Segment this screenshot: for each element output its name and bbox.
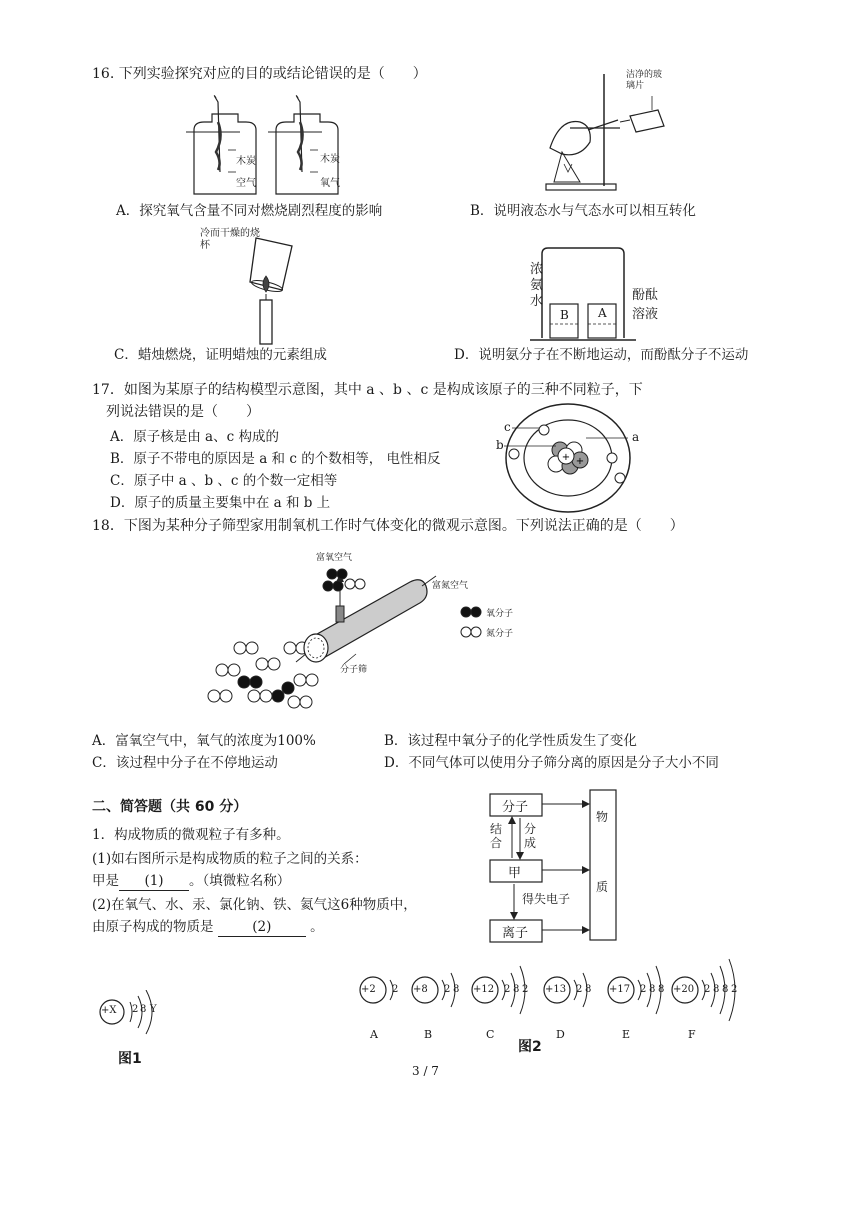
s2-q1-part1: (1)如右图所示是构成物质的粒子之间的关系： — [92, 851, 368, 867]
diagram-ion-box: 离子 — [502, 926, 529, 941]
q17-option-c: C．原子中 a 、b 、c 的个数一定相等 — [110, 473, 338, 489]
s2-q1-part2-prefix: 由原子构成的物质是 — [92, 919, 214, 935]
q16-option-d: D．说明氨分子在不断地运动，而酚酞分子不运动 — [454, 347, 749, 363]
atom-shell-electrons: 8 — [722, 984, 729, 995]
atom-shell-electrons: 2 — [576, 984, 583, 995]
answer-blank-2[interactable]: (2) — [218, 918, 306, 937]
q18-option-c: C．该过程中分子在不停地运动 — [92, 755, 278, 771]
q18-label-rich-oxygen: 富氧空气 — [316, 553, 353, 563]
q16-figure-d — [528, 244, 658, 344]
figure-2-caption: 图2 — [518, 1039, 542, 1055]
diagram-molecule-box: 分子 — [502, 800, 529, 815]
q16-option-c: C．蜡烛燃烧，证明蜡烛的元素组成 — [114, 347, 327, 363]
q16-d-beaker-b: B — [560, 308, 569, 322]
diagram-substance-2: 质 — [596, 880, 609, 894]
q16-figure-b — [540, 68, 680, 198]
s2-q1-part2-suffix: 。 — [310, 919, 324, 935]
atom-diagram-e — [606, 956, 676, 1041]
figure-1-atom — [96, 990, 176, 1046]
q17-option-b: B．原子不带电的原因是 a 和 c 的个数相等， 电性相反 — [110, 451, 441, 467]
svg-text:+: + — [575, 456, 585, 467]
atom-nucleus-a: +2 — [361, 984, 376, 995]
s2-q1-part1-answer-line — [92, 872, 290, 891]
atom-shell-electrons: 8 — [453, 984, 460, 995]
atom-shell-electrons: 2 — [640, 984, 647, 995]
q16-a-label-air: 空气 — [236, 178, 256, 189]
atom-diagram-b — [410, 956, 470, 1041]
diagram-gain-lose-label: 得失电子 — [522, 892, 571, 906]
diagram-combine-label: 结合 — [490, 822, 503, 850]
atom-diagram-d — [542, 956, 602, 1041]
q18-stem: 18．下图为某种分子筛型家用制氧机工作时气体变化的微观示意图。下列说法正确的是（ ） — [92, 518, 684, 534]
s2-q1-part1-suffix: 。（填微粒名称） — [189, 873, 291, 889]
figure-1-caption: 图1 — [118, 1051, 142, 1067]
q18-label-rich-nitrogen: 富氮空气 — [432, 581, 469, 591]
atom-diagram-a — [358, 956, 408, 1041]
diagram-jia-box: 甲 — [508, 866, 522, 881]
q17-label-b: b — [496, 438, 504, 452]
s2-q1-intro: 1．构成物质的微观粒子有多种。 — [92, 827, 290, 843]
fig1-nucleus: +X — [101, 1005, 117, 1016]
q17-stem-line2: 列说法错误的是（ ） — [106, 404, 260, 420]
atom-shell-electrons: 8 — [713, 984, 720, 995]
q16-b-label-glass: 洁净的玻璃片 — [626, 70, 663, 91]
atom-shell-electrons: 2 — [522, 984, 529, 995]
q17-label-c: c — [504, 420, 511, 434]
atom-label: F — [688, 1028, 696, 1041]
q16-figure-a — [176, 92, 376, 202]
diagram-substance-1: 物 — [596, 810, 609, 824]
fig1-shell-3: Y — [150, 1004, 157, 1015]
atom-nucleus-f: +20 — [673, 984, 695, 995]
atom-shell-electrons: 8 — [658, 984, 665, 995]
atom-label: E — [622, 1028, 631, 1041]
q16-d-label-phenolphthalein: 酚酞溶液 — [632, 288, 659, 322]
atom-shell-electrons: 8 — [585, 984, 592, 995]
s2-q1-part2: (2)在氧气、水、汞、氯化钠、铁、氦气这6种物质中， — [92, 897, 417, 913]
q17-label-a: a — [632, 430, 640, 444]
q18-option-b: B．该过程中氧分子的化学性质发生了变化 — [384, 733, 637, 749]
q18-option-d: D．不同气体可以使用分子筛分离的原因是分子大小不同 — [384, 755, 719, 771]
q18-legend-oxygen: 氧分子 — [486, 609, 514, 619]
atom-shell-electrons: 2 — [444, 984, 451, 995]
atom-nucleus-c: +12 — [473, 984, 495, 995]
q16-c-label-beaker: 冷而干燥的烧杯 — [200, 228, 260, 251]
q16-a-label-charcoal-2: 木炭 — [320, 154, 340, 165]
q16-d-beaker-a: A — [598, 306, 607, 320]
q16-figure-c — [196, 226, 306, 346]
q16-stem: 16. 下列实验探究对应的目的或结论错误的是（ ） — [92, 66, 427, 82]
q16-option-a: A．探究氧气含量不同对燃烧剧烈程度的影响 — [116, 203, 383, 219]
atom-shell-electrons: 2 — [731, 984, 738, 995]
atom-shell-electrons: 8 — [649, 984, 656, 995]
q18-oxygen-machine-figure — [200, 548, 530, 718]
s2-q1-part2-answer-line — [92, 918, 324, 937]
q17-stem-line1: 17．如图为某原子的结构模型示意图，其中 a 、b 、c 是构成该原子的三种不同粒子，下 — [92, 382, 643, 398]
diagram-decompose-label: 分成 — [524, 822, 537, 850]
fig1-shell-2: 8 — [140, 1004, 147, 1015]
svg-text:+: + — [561, 452, 571, 463]
particle-relation-diagram — [484, 786, 664, 946]
s2-q1-part1-prefix: 甲是 — [92, 873, 119, 889]
atom-shell-electrons: 2 — [704, 984, 711, 995]
atom-shell-electrons: 2 — [504, 984, 511, 995]
atom-diagram-f — [670, 956, 750, 1041]
page-number: 3 / 7 — [412, 1064, 439, 1078]
atom-diagram-c — [470, 956, 540, 1041]
q16-option-b: B．说明液态水与气态水可以相互转化 — [470, 203, 696, 219]
atom-nucleus-b: +8 — [413, 984, 428, 995]
fig1-shell-1: 2 — [132, 1004, 139, 1015]
atom-shell-electrons: 8 — [513, 984, 520, 995]
q17-atom-model-figure — [496, 398, 646, 516]
figure-2-atoms — [352, 956, 752, 1066]
q16-a-label-charcoal-1: 木炭 — [236, 156, 256, 167]
q17-option-a: A．原子核是由 a、c 构成的 — [110, 429, 279, 445]
q16-d-label-ammonia: 浓氨水 — [530, 262, 544, 309]
atom-label: D — [556, 1028, 565, 1041]
atom-label: B — [424, 1028, 433, 1041]
atom-nucleus-d: +13 — [545, 984, 567, 995]
q18-option-a: A．富氧空气中，氧气的浓度为100% — [92, 733, 316, 749]
q18-label-sieve: 分子筛 — [340, 665, 368, 675]
q18-legend-nitrogen: 氮分子 — [486, 629, 514, 639]
atom-shell-electrons: 2 — [392, 984, 399, 995]
q16-a-label-oxygen: 氧气 — [320, 178, 340, 189]
atom-label: C — [486, 1028, 495, 1041]
atom-label: A — [370, 1028, 378, 1041]
section2-title: 二、简答题（共 60 分） — [92, 799, 248, 815]
atom-nucleus-e: +17 — [609, 984, 631, 995]
answer-blank-1[interactable]: (1) — [119, 872, 189, 891]
q17-option-d: D．原子的质量主要集中在 a 和 b 上 — [110, 495, 331, 511]
